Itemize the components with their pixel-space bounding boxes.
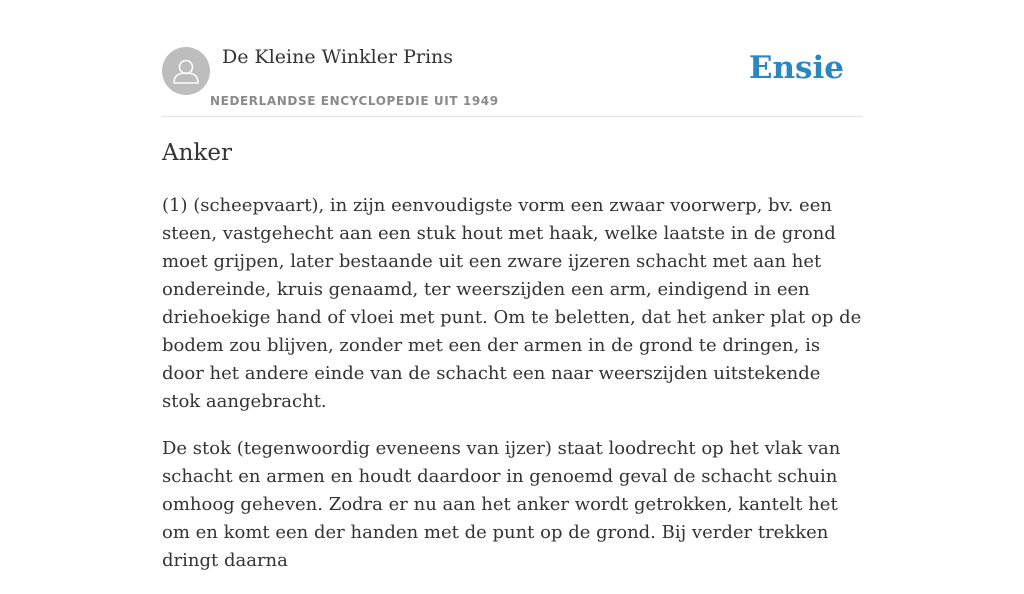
article-body — [162, 192, 862, 594]
source-subtitle: NEDERLANDSE ENCYCLOPEDIE UIT 1949 — [210, 94, 499, 108]
article-paragraph: (1) (scheepvaart), in zijn eenvoudigste vorm een zwaar voorwerp, bv. een steen, vastgehecht aan een stuk hout met haak, welke laatste in de grond moet grijpen, later bestaande uit een zware ijzeren schacht met aan het ondereinde, kruis genaamd, ter weerszijden een arm, eindigend in een driehoekige hand of vloei met punt. Om te beletten, dat het anker plat op de bodem zou blijven, zonder met een der armen in de grond te dringen, is door het andere einde van de schacht een naar weerszijden uitstekende stok aangebracht. — [162, 195, 862, 412]
user-icon — [162, 47, 210, 95]
avatar[interactable] — [162, 47, 210, 95]
header — [162, 0, 862, 117]
source-title[interactable]: De Kleine Winkler Prins — [222, 46, 454, 68]
article-title: Anker — [162, 140, 232, 166]
brand-logo[interactable]: Ensie — [748, 50, 844, 86]
article-paragraph: De stok (tegenwoordig eveneens van ijzer) staat loodrecht op het vlak van schacht en armen en houdt daardoor in genoemd geval de schacht schuin omhoog geheven. Zodra er nu aan het anker wordt getrokken, kantelt het om en komt een der handen met de punt op de grond. Bij verder trekken dringt daarna — [162, 438, 841, 571]
